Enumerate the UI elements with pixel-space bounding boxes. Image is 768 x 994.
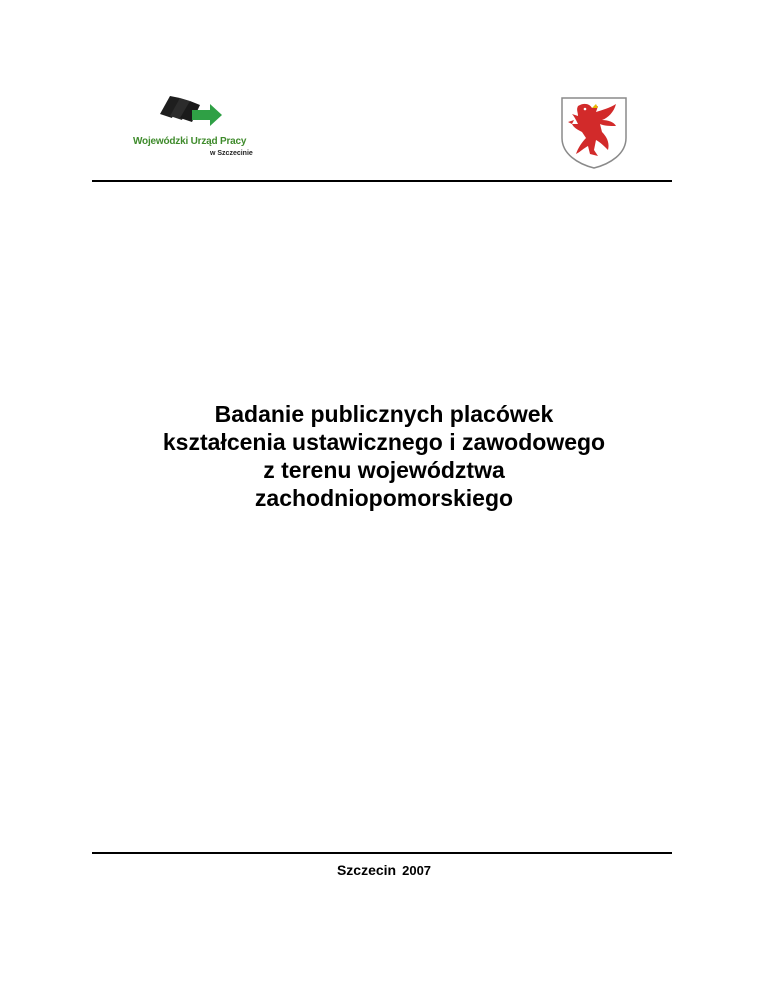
footer-divider [92,852,672,854]
title-line-2: kształcenia ustawicznego i zawodowego [162,429,606,455]
title-line-4: zachodniopomorskiego [254,485,514,511]
title-line-1: Badanie publicznych placówek [214,401,554,427]
document-title [84,400,684,512]
title-line-3: z terenu województwa [263,457,505,483]
wup-logo-city: w Szczecinie [210,150,253,157]
wup-logo-name: Wojewódzki Urząd Pracy [133,136,247,147]
header-divider [92,180,672,182]
footer [0,862,768,878]
wup-logo-mark-icon [158,96,224,132]
coat-of-arms-icon [558,94,630,170]
wup-logo [130,96,255,164]
footer-year: 2007 [402,863,432,878]
footer-city: Szczecin [336,862,397,878]
